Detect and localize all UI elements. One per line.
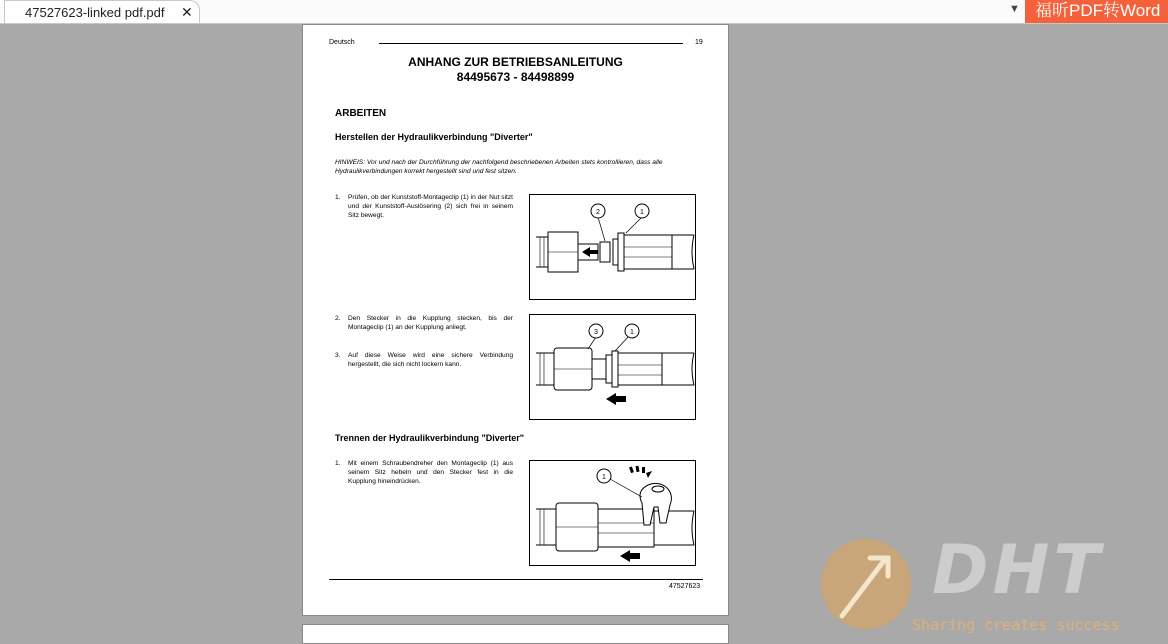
callout-1: 1 [602, 474, 606, 481]
chevron-down-icon[interactable]: ▼ [1009, 3, 1020, 15]
page-subtitle: 84495673 - 84498899 [456, 70, 575, 84]
convert-to-word-button[interactable]: 福昕PDF转Word [1025, 0, 1168, 23]
figure-connector-inserted [529, 314, 696, 420]
step-number: 3. [335, 352, 341, 359]
list-item [335, 314, 513, 332]
header-rule [379, 43, 683, 44]
page-number: 19 [695, 39, 703, 46]
pdf-page [302, 24, 729, 616]
step-text: Den Stecker in die Kupplung stecken, bis der Montageclip (1) an der Kupplung anliegt. [348, 315, 513, 331]
watermark-logo-text: DHT [932, 531, 1104, 610]
tab-title[interactable]: 47527623-linked pdf.pdf [25, 5, 165, 20]
close-icon[interactable]: ✕ [181, 4, 193, 20]
callout-2: 2 [596, 209, 600, 216]
figure-connector-parts [529, 194, 696, 300]
watermark [820, 531, 1168, 637]
footer-document-number: 47527623 [669, 583, 701, 590]
tab-bar [0, 0, 1168, 24]
step-text: Auf diese Weise wird eine sichere Verbindung hergestellt, die sich nicht lockern kann. [348, 352, 513, 368]
step-number: 1. [335, 460, 341, 467]
watermark-logo-icon [820, 538, 920, 637]
list-item [335, 351, 513, 369]
pdf-page-next [302, 624, 729, 644]
step-text: Prüfen, ob der Kunststoff-Montageclip (1) in der Nut sitzt und der Kunststoff-Auslösering (2) sich frei in seinem Sitz bewegt. [348, 194, 513, 219]
subsection-heading-connect: Herstellen der Hydraulikverbindung "Diverter" [335, 132, 533, 142]
list-item [335, 193, 513, 220]
step-number: 1. [335, 194, 341, 201]
callout-1: 1 [630, 329, 634, 336]
section-heading: ARBEITEN [335, 108, 387, 119]
page-title: ANHANG ZUR BETRIEBSANLEITUNG [408, 55, 623, 69]
footer-rule [329, 579, 703, 580]
figure-connector-release [529, 460, 696, 566]
callout-3: 3 [594, 329, 598, 336]
callout-1: 1 [640, 209, 644, 216]
list-item [335, 459, 513, 486]
step-number: 2. [335, 315, 341, 322]
step-text: Mit einem Schraubendreher den Montageclip (1) aus seinem Sitz hebeln und den Stecker fest in die Kupplung hineindrücken. [348, 460, 513, 485]
page-language: Deutsch [329, 39, 355, 46]
note-text: HINWEIS: Vor und nach der Durchführung der nachfolgend beschriebenen Arbeiten stets kontrollieren, dass alle Hydraulikverbindungen korrekt hergestellt sind und fest sitzen. [335, 159, 663, 175]
subsection-heading-disconnect: Trennen der Hydraulikverbindung "Diverter" [335, 433, 525, 443]
watermark-slogan: Sharing creates success [912, 616, 1120, 634]
document-tab[interactable] [4, 0, 200, 23]
